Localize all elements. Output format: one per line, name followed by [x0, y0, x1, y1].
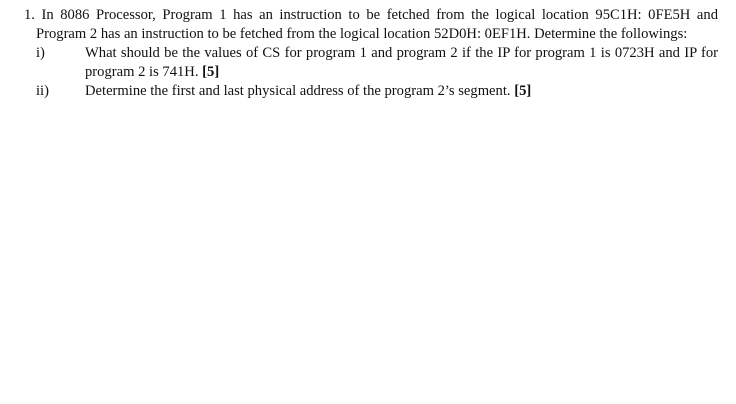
subpart-marks: [5] [202, 64, 220, 80]
subpart-list [24, 44, 718, 101]
subpart-ii [24, 82, 718, 101]
subpart-marker: i) [36, 45, 45, 61]
subpart-text: What should be the values of CS for program 1 and program 2 if the IP for program 1 is 0723H and IP for program 2 is 741H. [85, 45, 718, 80]
subpart-body [85, 82, 718, 101]
question-1 [24, 6, 718, 101]
subpart-marker: ii) [36, 83, 49, 99]
subpart-text: Determine the first and last physical address of the program 2’s segment. [85, 83, 511, 99]
subpart-marks: [5] [514, 83, 532, 99]
question-intro: 1. In 8086 Processor, Program 1 has an instruction to be fetched from the logical location 95C1H: 0FE5H and Program 2 has an instruction to be fetched from the logical location 52D0H: 0EF1H. Determine the followings: [24, 7, 718, 42]
subpart-i [24, 44, 718, 82]
subpart-body [85, 44, 718, 82]
